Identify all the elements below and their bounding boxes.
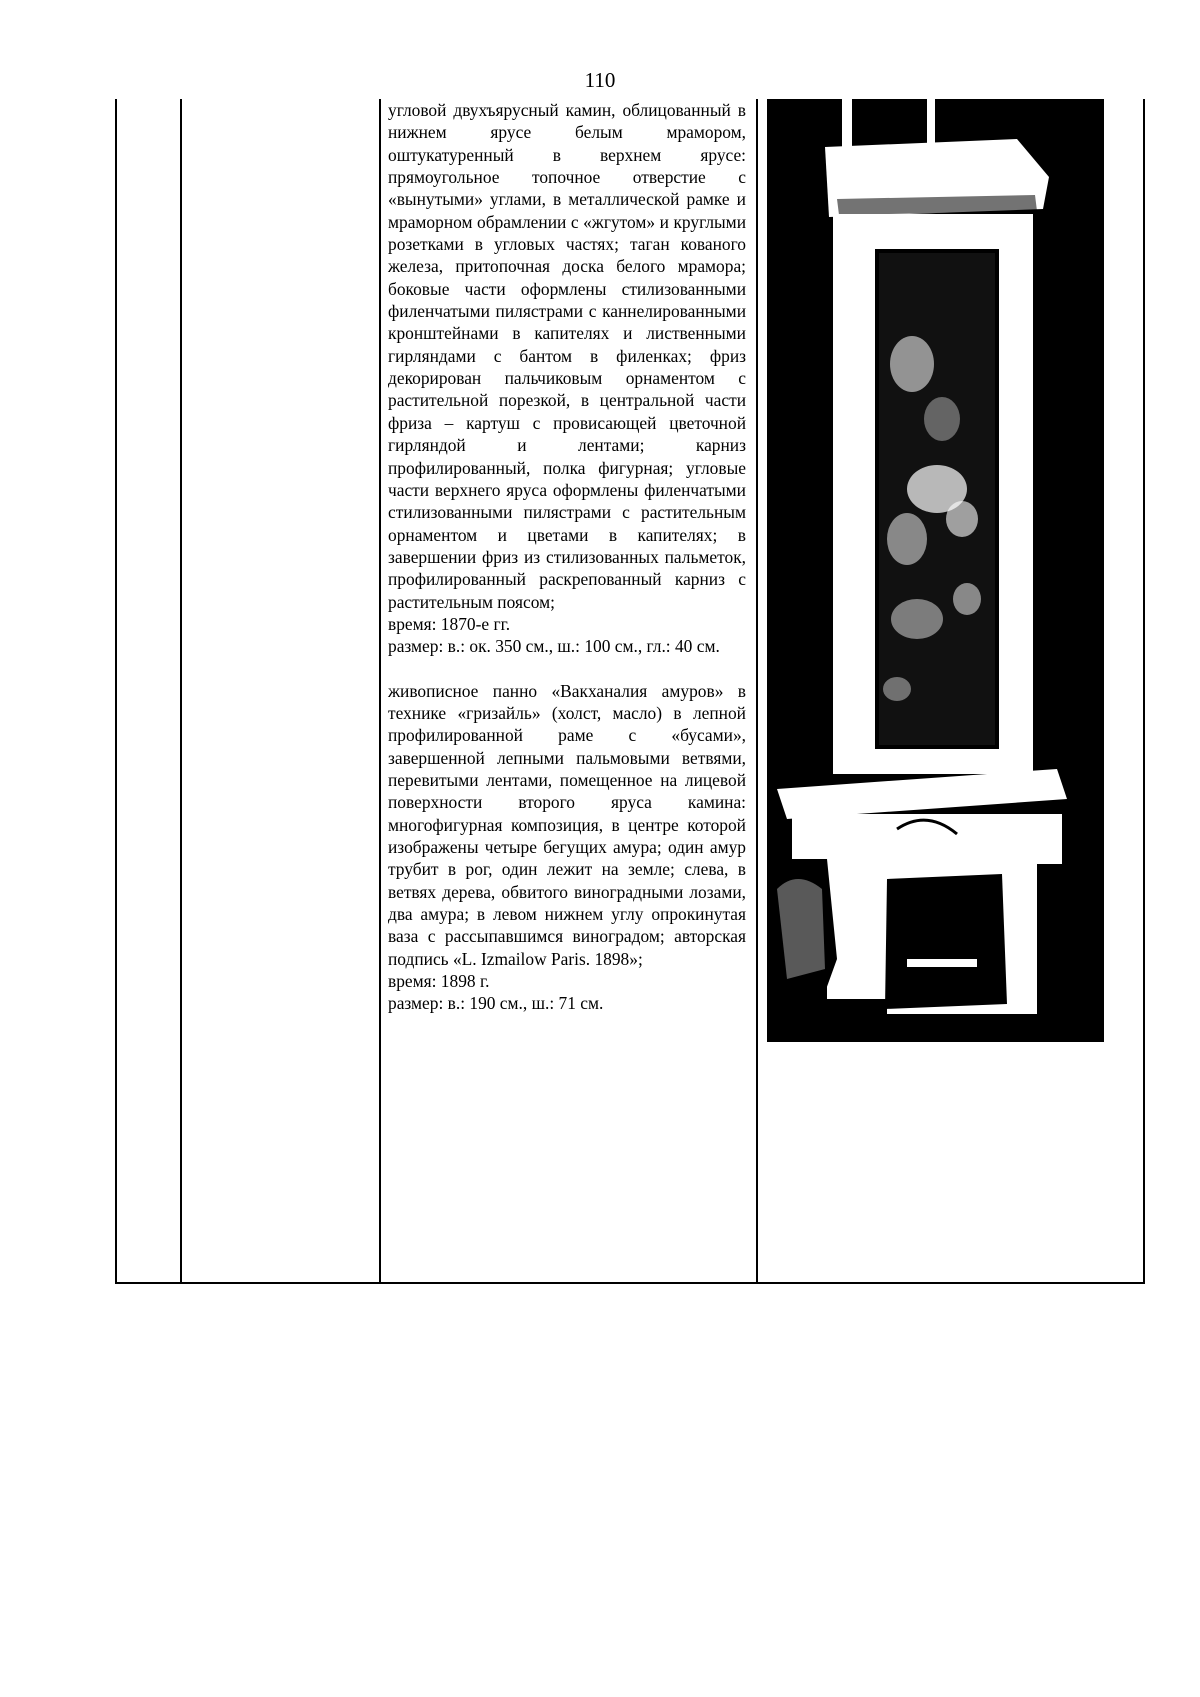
fireplace-photo xyxy=(767,99,1104,1042)
panel-time: время: 1898 г. xyxy=(388,971,490,992)
fireplace-photo-icon xyxy=(767,99,1104,1042)
table-border-left xyxy=(115,99,117,1284)
fireplace-description: угловой двухъярусный камин, облицованный в нижнем ярусе белым мрамором, оштукатуренный в верхнем ярусе: прямоугольное топочное отверстие с «вынутыми» углами, в металлической рамке и мраморном обрамлении с «жгутом» и круглыми розетками в угловых частях; таган кованого железа, притопочная доска белого мрамора; боковые части оформлены стилизованными филенчатыми пилястрами с каннелированными кронштейнами в капителях и лиственными гирляндами с бантом в филенках; фриз декорирован пальчиковым орнаментом с растительной порезкой, в центральной части фриза – картуш с провисающей цветочной гирляндой и лентами; карниз профилированный, полка фигурная; угловые части верхнего яруса оформлены филенчатыми стилизованными пилястрами с растительным орнаментом и цветами в капителях; в завершении фриз из стилизованных пальметок, профилированный раскрепованный карниз с растительным поясом; xyxy=(388,100,746,612)
panel-size: размер: в.: 190 см., ш.: 71 см. xyxy=(388,993,604,1014)
fireplace-size: размер: в.: ок. 350 см., ш.: 100 см., гл.: 40 см. xyxy=(388,636,720,657)
page-number: 110 xyxy=(584,68,616,92)
table-divider-2 xyxy=(379,99,381,1284)
table-divider-1 xyxy=(180,99,182,1284)
table-divider-3 xyxy=(756,99,758,1284)
description-cell xyxy=(388,99,746,1015)
panel-description: живописное панно «Вакханалия амуров» в технике «гризайль» (холст, масло) в лепной профилированной раме с «бусами», завершенной лепными пальмовыми ветвями, перевитыми лентами, помещенное на лицевой поверхности второго яруса камина: многофигурная композиция, в центре которой изображены четыре бегущих амура; один амур трубит в рог, один лежит на земле; слева, в ветвях дерева, обвитого виноградными лозами, два амура; в левом нижнем углу опрокинутая ваза с рассыпавшимся виноградом; авторская подпись «L. Izmailow Paris. 1898»; xyxy=(388,680,746,969)
table-border-right xyxy=(1143,99,1145,1284)
paragraph-gap xyxy=(388,658,746,680)
fireplace-time: время: 1870-е гг. xyxy=(388,613,511,634)
